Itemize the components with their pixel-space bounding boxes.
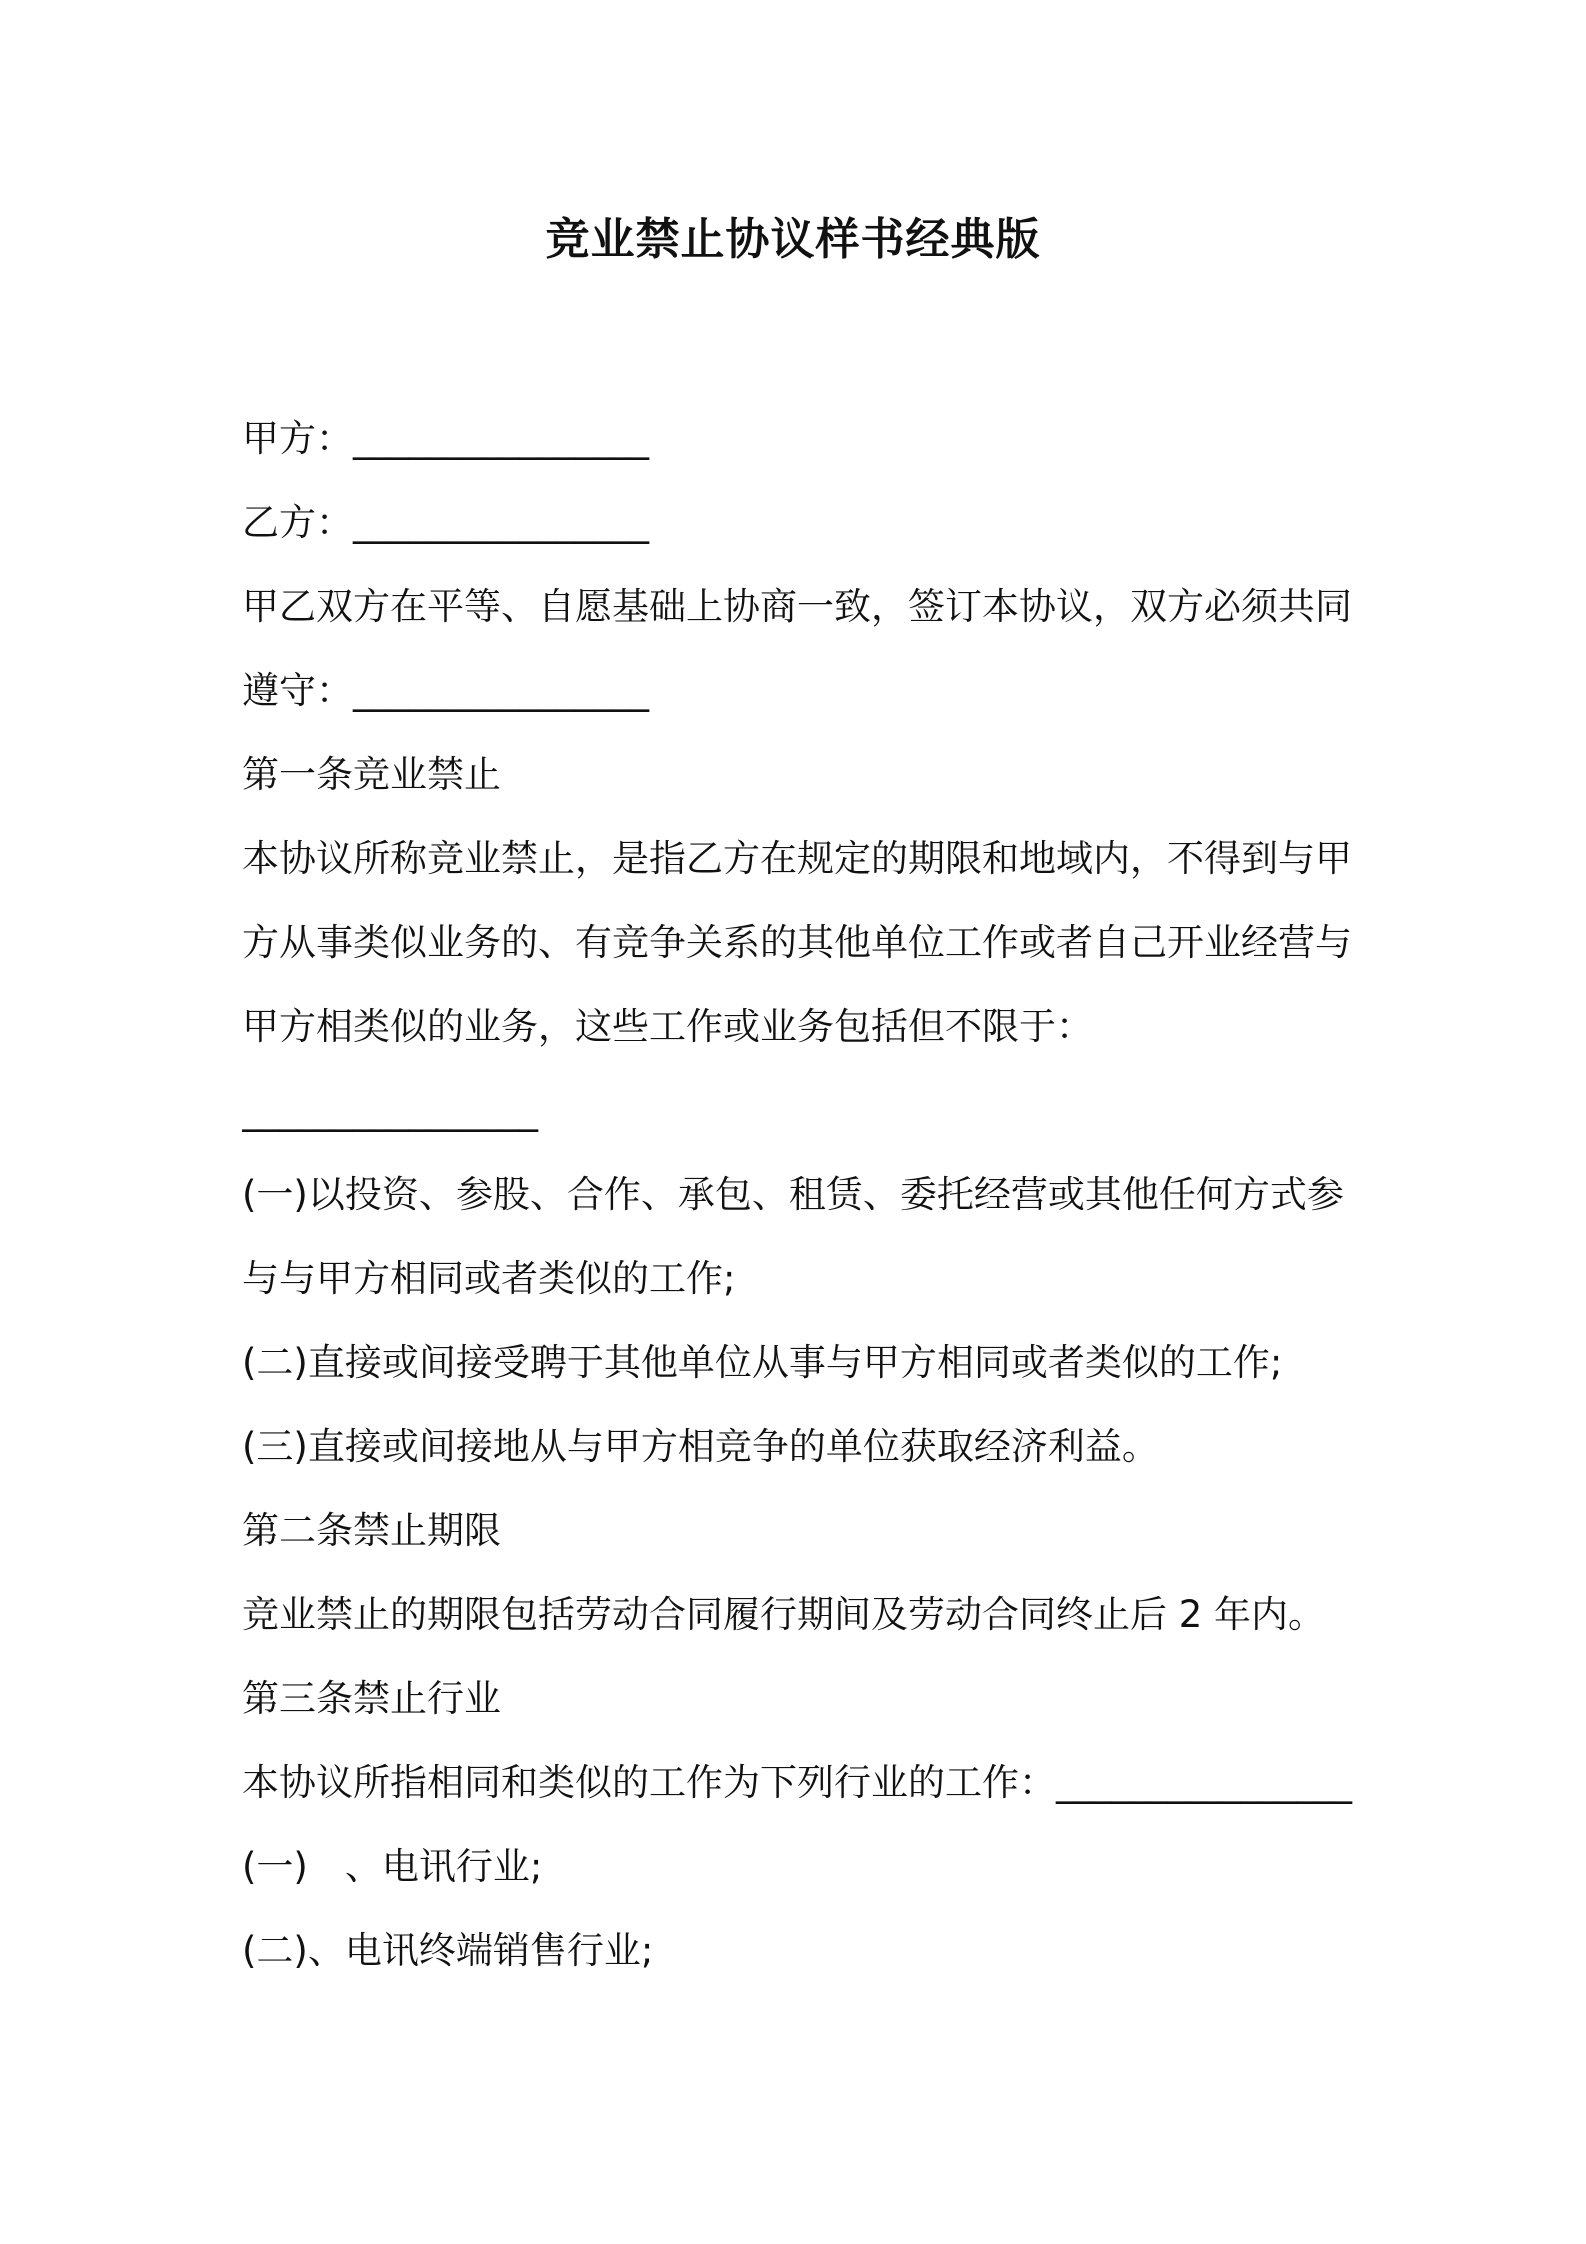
article-1-text-line-2: 方从事类似业务的、有竞争关系的其他单位工作或者自己开业经营与 (242, 921, 1352, 964)
article-1-item-2: (二)直接或间接受聘于其他单位从事与甲方相同或者类似的工作; (242, 1341, 1283, 1384)
article-3-heading: 第三条禁止行业 (242, 1677, 501, 1720)
article-3-item-2: (二)、电讯终端销售行业; (242, 1929, 654, 1972)
party-b-line: 乙方：________________ (242, 501, 649, 544)
article-3-text: 本协议所指相同和类似的工作为下列行业的工作：________________ (242, 1761, 1352, 1804)
article-1-text-line-1: 本协议所称竞业禁止，是指乙方在规定的期限和地域内，不得到与甲 (242, 837, 1352, 880)
preamble-line-1: 甲乙双方在平等、自愿基础上协商一致，签订本协议，双方必须共同 (242, 585, 1352, 628)
article-1-item-1-line-1: (一)以投资、参股、合作、承包、租赁、委托经营或其他任何方式参 (242, 1173, 1344, 1216)
article-2-heading: 第二条禁止期限 (242, 1509, 501, 1552)
article-1-heading: 第一条竞业禁止 (242, 753, 501, 796)
article-3-item-1: (一) 、电讯行业; (242, 1845, 543, 1888)
article-2-text: 竞业禁止的期限包括劳动合同履行期间及劳动合同终止后 2 年内。 (242, 1593, 1326, 1636)
article-1-item-1-line-2: 与与甲方相同或者类似的工作; (242, 1257, 736, 1300)
document-title: 竞业禁止协议样书经典版 (545, 214, 1041, 265)
article-1-text-line-3: 甲方相类似的业务，这些工作或业务包括但不限于： (242, 1005, 1093, 1048)
party-a-line: 甲方：________________ (242, 417, 649, 460)
preamble-line-2: 遵守：________________ (242, 669, 649, 712)
article-1-blank-line: ________________ (242, 1089, 538, 1132)
article-1-item-3: (三)直接或间接地从与甲方相竞争的单位获取经济利益。 (242, 1425, 1159, 1468)
